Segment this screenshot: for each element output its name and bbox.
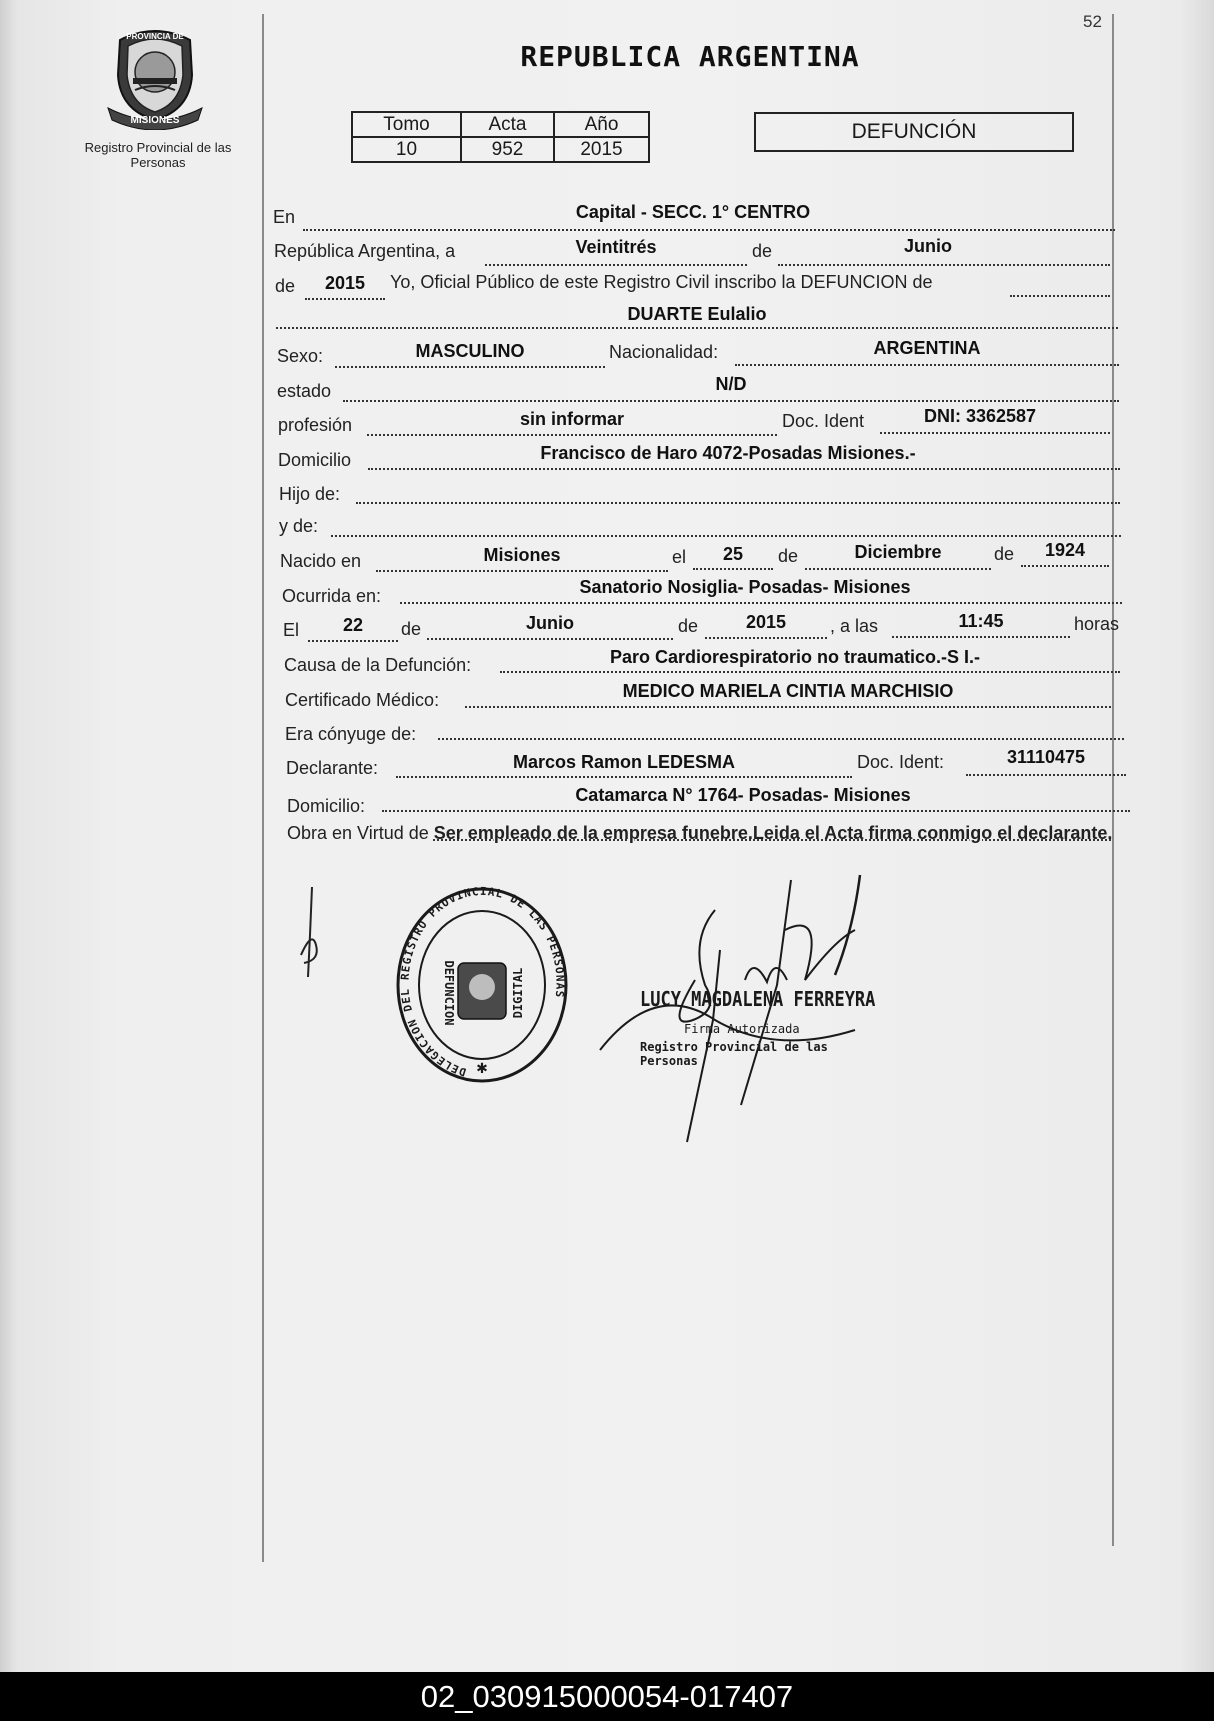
- birth-month-value: Diciembre: [854, 542, 942, 562]
- seal-inner-right: DIGITAL: [511, 967, 525, 1019]
- domicilio-label: Domicilio: [278, 450, 352, 470]
- scan-edge: [0, 0, 14, 1672]
- death-year-value: 2015: [745, 612, 787, 632]
- death-day-value: 22: [342, 615, 364, 635]
- provincia-de-misiones-coat-of-arms-icon: [100, 20, 210, 130]
- record-table: [351, 111, 650, 163]
- de-label-6: de: [678, 616, 699, 636]
- de-label-2: de: [275, 276, 296, 296]
- official-seal: [395, 885, 570, 1085]
- sexo-value: MASCULINO: [415, 341, 525, 361]
- signatory-name: LUCY MAGDALENA FERREYRA: [640, 988, 876, 1012]
- left-margin-rule: [262, 14, 264, 1562]
- declarante-domicilio-value: Catamarca N° 1764- Posadas- Misiones: [575, 785, 911, 805]
- hijo-de-fill-line: [356, 478, 1120, 504]
- year-value: 2015: [324, 273, 366, 293]
- obra-text: Ser empleado de la empresa funebre.Leida el Acta firma conmigo el declarante.: [433, 823, 1113, 843]
- tomo-value: 10: [352, 137, 461, 162]
- y-de-fill-line: [331, 511, 1121, 537]
- de-label-4: de: [994, 544, 1015, 564]
- document-type-box: DEFUNCIÓN: [754, 112, 1074, 152]
- declarante-doc-label: Doc. Ident:: [857, 752, 945, 772]
- domicilio-value: Francisco de Haro 4072-Posadas Misiones.-: [540, 443, 916, 463]
- nacido-en-label: Nacido en: [280, 551, 362, 571]
- page-number: 52: [1083, 12, 1102, 31]
- right-margin-rule: [1112, 14, 1114, 1546]
- birth-year-value: 1924: [1044, 540, 1086, 560]
- death-month-value: Junio: [526, 613, 574, 633]
- profesion-label: profesión: [278, 415, 353, 435]
- y-de-label: y de:: [279, 516, 319, 536]
- doc-ident-value: DNI: 3362587: [923, 406, 1037, 426]
- declarante-doc-value: 31110475: [1006, 747, 1086, 767]
- death-time-value: 11:45: [958, 611, 1004, 631]
- doc-ident-label: Doc. Ident: [782, 411, 865, 431]
- estado-label: estado: [277, 381, 332, 401]
- star-icon: ✱: [476, 1060, 488, 1076]
- signature-block: [640, 990, 880, 1068]
- closing-statement: [287, 820, 1133, 846]
- causa-label: Causa de la Defunción:: [284, 655, 472, 675]
- anio-value: 2015: [554, 137, 649, 162]
- conyuge-label: Era cónyuge de:: [285, 724, 417, 744]
- registry-name: Registro Provincial de las Personas: [84, 140, 232, 170]
- certificado-value: MEDICO MARIELA CINTIA MARCHISIO: [622, 681, 954, 701]
- declarante-value: Marcos Ramon LEDESMA: [512, 752, 736, 772]
- acta-header: Acta: [461, 112, 554, 137]
- nacionalidad-value: ARGENTINA: [873, 338, 981, 358]
- day-words-value: Veintitrés: [575, 237, 657, 257]
- anio-header: Año: [554, 112, 649, 137]
- obra-label: Obra en Virtud de: [287, 823, 429, 843]
- estado-value: N/D: [715, 374, 747, 394]
- emblem-text-top: PROVINCIA DE: [126, 32, 184, 41]
- initials-mark: [298, 885, 328, 980]
- ocurrida-en-value: Sanatorio Nosiglia- Posadas- Misiones: [579, 577, 911, 597]
- nacido-en-value: Misiones: [483, 545, 561, 565]
- signatory-role: Firma Autorizada: [684, 1022, 800, 1036]
- yo-fill-line: [1010, 271, 1110, 297]
- de-label-1: de: [752, 241, 773, 261]
- page-title: REPUBLICA ARGENTINA: [520, 40, 860, 73]
- acta-value: 952: [461, 137, 554, 162]
- de-label-3: de: [778, 546, 799, 566]
- causa-value: Paro Cardiorespiratorio no traumatico.-S I.-: [609, 647, 981, 667]
- nacionalidad-label: Nacionalidad:: [609, 342, 719, 362]
- a-las-label: , a las: [830, 616, 879, 636]
- deceased-name-value: DUARTE Eulalio: [627, 304, 767, 324]
- conyuge-fill-line: [438, 714, 1124, 740]
- signatory-org: Registro Provincial de las Personas: [640, 1040, 828, 1068]
- birth-day-value: 25: [722, 544, 744, 564]
- ocurrida-en-label: Ocurrida en:: [282, 586, 382, 606]
- tomo-header: Tomo: [352, 112, 461, 137]
- sexo-label: Sexo:: [277, 346, 324, 366]
- seal-ring-text: DELEGACION DEL REGISTRO PROVINCIAL DE LAS PERSONAS: [398, 885, 567, 1079]
- yo-text: Yo, Oficial Público de este Registro Civil inscribo la DEFUNCION de: [390, 272, 933, 292]
- de-label-5: de: [401, 619, 422, 639]
- certificado-label: Certificado Médico:: [285, 690, 440, 710]
- en-label: En: [273, 207, 296, 227]
- profesion-value: sin informar: [519, 409, 625, 429]
- seal-inner-left: DEFUNCION: [442, 960, 456, 1026]
- month-value: Junio: [904, 236, 952, 256]
- el-label: el: [672, 547, 687, 567]
- hijo-de-label: Hijo de:: [279, 484, 341, 504]
- republica-label: República Argentina, a: [274, 241, 456, 261]
- place-value: Capital - SECC. 1° CENTRO: [575, 202, 811, 222]
- horas-label: horas: [1074, 614, 1120, 634]
- footer-document-id: 02_030915000054-017407: [420, 1679, 794, 1714]
- emblem-text-bottom: MISIONES: [130, 115, 180, 126]
- declarante-domicilio-label: Domicilio:: [287, 796, 366, 816]
- El-label: El: [283, 620, 300, 640]
- declarante-label: Declarante:: [286, 758, 379, 778]
